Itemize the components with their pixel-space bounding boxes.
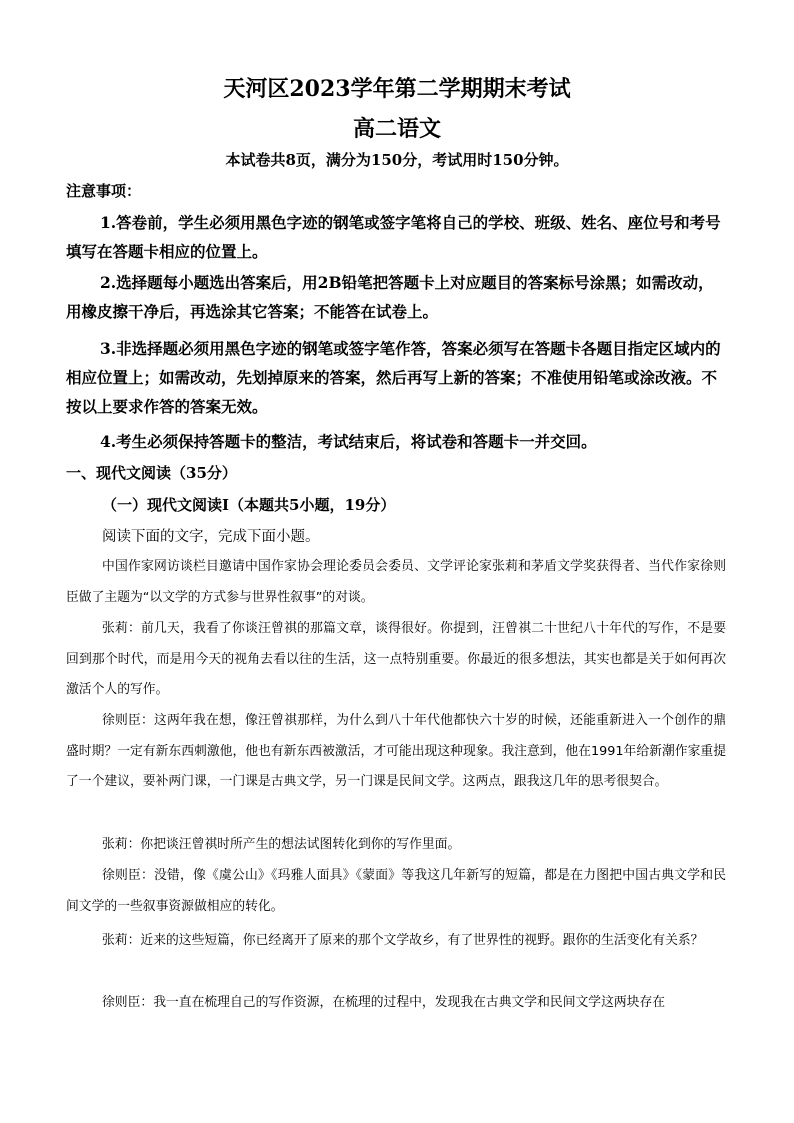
section-title: 一、现代文阅读（35分） <box>66 464 237 482</box>
notice-heading: 注意事项： <box>66 182 142 200</box>
reading-instruction: 阅读下面的文字，完成下面小题。 <box>102 529 320 545</box>
subsection-title: （一）现代文阅读Ⅰ（本题共5小题，19分） <box>102 496 396 514</box>
notice-item-2: 2.选择题每小题选出答案后，用2B铅笔把答题卡上对应题目的答案标号涂黑；如需改动，用橡皮擦干净后，再选涂其它答案；不能答在试卷上。 <box>66 273 714 321</box>
passage-paragraph-3: 徐则臣：这两年我在想，像汪曾祺那样，为什么到八十年代他都快六十岁的时候，还能重新进入一个创作的鼎盛时期？一定有新东西刺激他，他也有新东西被激活，才可能出现这种现象。我注意到，他在1991年给新潮作家重提了一个建议，要补两门课，一门课是古典文学，另一门课是民间文学。这两点，跟我这几年的思考很契合。 <box>66 713 726 789</box>
passage-paragraph-1: 中国作家网访谈栏目邀请中国作家协会理论委员会委员、文学评论家张莉和茅盾文学奖获得者、当代作家徐则臣做了主题为“以文学的方式参与世界性叙事”的对谈。 <box>66 559 726 605</box>
subject-title: 高二语文 <box>352 116 441 142</box>
exam-title: 天河区2023学年第二学期期末考试 <box>223 76 571 102</box>
notice-item-4: 4.考生必须保持答题卡的整洁，考试结束后，将试卷和答题卡一并交回。 <box>100 432 597 451</box>
passage-paragraph-2: 张莉：前几天，我看了你谈汪曾祺的那篇文章，谈得很好。你提到，汪曾祺二十世纪八十年代的写作，不是要回到那个时代，而是用今天的视角去看以往的生活，这一点特别重要。你最近的很多想法，其实也都是关于如何再次激活个人的写作。 <box>66 621 726 697</box>
passage-paragraph-5: 徐则臣：没错，像《虞公山》《玛雅人面具》《蒙面》等我这几年新写的短篇，都是在力图把中国古典文学和民间文学的一些叙事资源做相应的转化。 <box>66 868 726 914</box>
notice-item-1: 1.答卷前，学生必须用黑色字迹的钢笔或签字笔将自己的学校、班级、姓名、座位号和考号填写在答题卡相应的位置上。 <box>66 213 721 261</box>
notice-item-3: 3.非选择题必须用黑色字迹的钢笔或签字笔作答，答案必须写在答题卡各题目指定区域内的相应位置上；如需改动，先划掉原来的答案，然后再写上新的答案；不准使用铅笔或涂改液。不按以上要求作答的答案无效。 <box>66 339 721 416</box>
passage-paragraph-4: 张莉：你把谈汪曾祺时所产生的想法试图转化到你的写作里面。 <box>102 837 461 852</box>
passage-paragraph-7: 徐则臣：我一直在梳理自己的写作资源，在梳理的过程中，发现我在古典文学和民间文学这两块存在 <box>102 995 666 1010</box>
exam-info: 本试卷共8页，满分为150分，考试用时150分钟。 <box>225 151 569 169</box>
passage-paragraph-6: 张莉：近来的这些短篇，你已经离开了原来的那个文学故乡，有了世界性的视野。跟你的生活变化有关系？ <box>102 933 704 948</box>
